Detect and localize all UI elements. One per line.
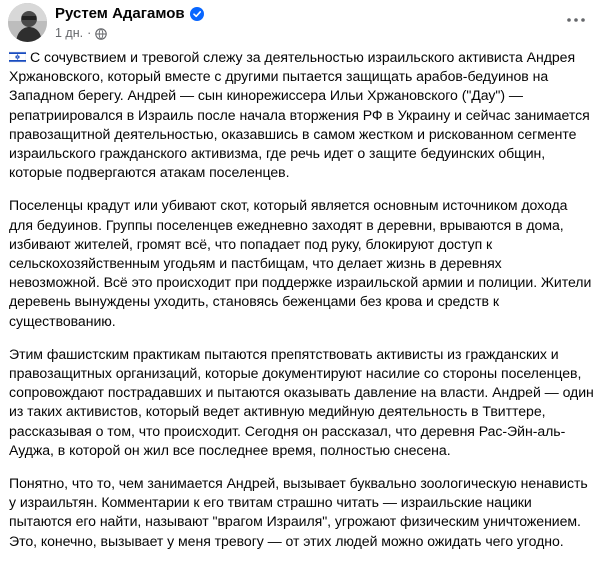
author-name[interactable]: Рустем Адагамов xyxy=(55,5,185,22)
paragraph-text: С сочувствием и тревогой слежу за деятельностью израильского активиста Андрея Хржановского, который вместе с другими пытается защищать арабов-бедуинов на Западном берегу. Андрей — сын кинорежиссера Ильи Хржановского ("Дау") —репатриировался в Израиль после начала вторжения РФ в Украину и сейчас занимается правозащитной деятельностью, оказавшись в самом жестком и рискованном сегменте израильского гражданского активизма, где речь идет о защите бедуинских общин, которые подвергаются атакам поселенцев. xyxy=(9,49,590,181)
globe-icon[interactable] xyxy=(95,27,107,39)
post-paragraph-1 xyxy=(9,48,594,182)
post-body xyxy=(9,48,594,565)
post-timestamp[interactable]: 1 дн. xyxy=(55,26,84,40)
meta-separator: · xyxy=(87,26,92,40)
author-name-row xyxy=(55,4,204,24)
author-avatar[interactable] xyxy=(8,3,47,42)
post-paragraph-4: Понятно, что то, чем занимается Андрей, вызывает буквально зоологическую ненависть у израильтян. Комментарии к его твитам страшно читать — израильские нацики пытаются его найти, называют "врагом Израиля", угрожают физическим уничтожением. Это, конечно, вызывает у меня тревогу — от этих людей можно ожидать чего угодно. xyxy=(9,475,588,549)
israel-flag-icon xyxy=(9,49,26,61)
more-options-button[interactable] xyxy=(564,8,588,32)
post-header xyxy=(0,0,600,46)
post-paragraph-3: Этим фашистским практикам пытаются препятствовать активисты из гражданских и правозащитных организаций, которые документируют насилие со стороны поселенцев, сопровождают пострадавших и пытаются оказывать давление на власти. Андрей — один из таких активистов, который ведет активную медийную деятельность в Твиттере, рассказывая о том, что происходит. Сегодня он рассказал, что деревня Рас-Эйн-аль-Ауджа, в которой он жил все последнее время, полностью снесена. xyxy=(9,345,594,458)
post-meta-row xyxy=(55,25,107,41)
more-dots-icon xyxy=(567,18,585,22)
avatar-photo xyxy=(8,3,47,42)
post-paragraph-2: Поселенцы крадут или убивают скот, который является основным источником дохода для бедуинов. Группы поселенцев ежедневно заходят в деревни, врываются в дома, избивают жителей, громят всё, что попадает под руку, блокируют доступ к сельскохозяйственным угодьям и пастбищам, что делает жизнь в деревнях невозможной. Всё это происходит при поддержке израильской армии и полиции. Жители деревень вынуждены уходить, становясь беженцами без крова и средств к существованию. xyxy=(9,197,592,329)
verified-badge-icon xyxy=(190,7,204,21)
